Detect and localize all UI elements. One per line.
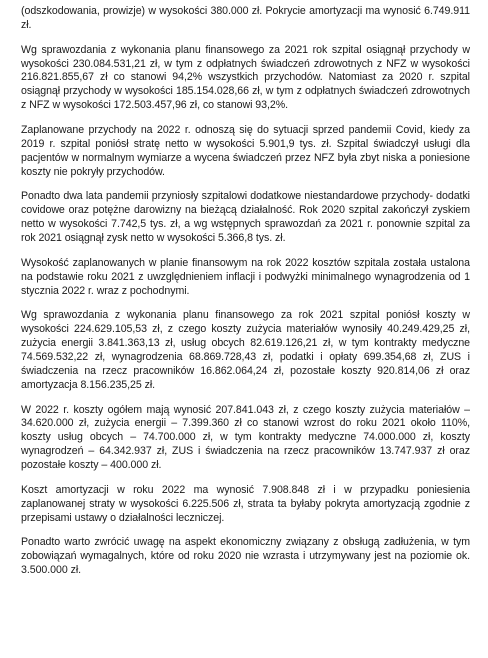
paragraph-costs-2021: Wg sprawozdania z wykonania planu finansowego za rok 2021 szpital poniósł koszty w wysokości 224.629.105,53 zł, z czego koszty zużycia materiałów wynosiły 40.249.429,25 zł, zużycia energii 3.841.363,13 zł, usług obcych 82.619.126,21 zł, w tym kontrakty medyczne 74.569.532,22 zł, wynagrodzenia 68.869.728,43 zł, podatki i opłaty 699.354,68 zł, ZUS i świadczenia na rzecz pracowników 16.862.064,24 zł, pozostałe koszty 920.814,06 zł oraz amortyzacja 8.156.235,25 zł.: [21, 309, 470, 391]
paragraph-planned-costs-basis: Wysokość zaplanowanych w planie finansowym na rok 2022 kosztów szpitala została ustalona na podstawie roku 2021 z uwzględnieniem inflacji i podwyżki minimalnego wynagrodzenia od 1 stycznia 2022 r. wraz z pochodnymi.: [21, 256, 470, 297]
paragraph-amortization-coverage: (odszkodowania, prowizje) w wysokości 380.000 zł. Pokrycie amortyzacji ma wynosić 6.749.911 zł.: [21, 5, 470, 31]
paragraph-planned-revenue-2022: Zaplanowane przychody na 2022 r. odnoszą się do sytuacji sprzed pandemii Covid, kiedy za 2019 r. szpital poniósł stratę netto w wysokości 5.901,9 tys. zł. Szpital świadczył usługi dla pacjentów w normalnym wymiarze a wycena świadczeń przez NFZ była zbyt niska a poniesione koszty nie pokryły przychodów.: [21, 123, 470, 178]
paragraph-costs-2022: W 2022 r. koszty ogółem mają wynosić 207.841.043 zł, z czego koszty zużycia materiałów – 34.620.000 zł, zużycia energii – 7.399.360 zł co stanowi wzrost do roku 2021 około 110%, koszty usług obcych – 74.700.000 zł, w tym kontrakty medyczne 74.000.000 zł, koszty wynagrodzeń – 64.342.937 zł, ZUS i świadczenia na rzecz pracowników 13.747.937 zł oraz pozostałe koszty – 400.000 zł.: [21, 403, 470, 472]
paragraph-debt-service: Ponadto warto zwrócić uwagę na aspekt ekonomiczny związany z obsługą zadłużenia, w tym zobowiązań wymagalnych, które od roku 2020 nie wzrasta i utrzymywany jest na poziomie ok. 3.500.000 zł.: [21, 536, 470, 577]
paragraph-pandemic-income: Ponadto dwa lata pandemii przyniosły szpitalowi dodatkowe niestandardowe przychody- dodatki covidowe oraz potężne darowizny na bieżącą działalność. Rok 2020 szpital zakończył zyskiem netto w wysokości 7.742,5 tys. zł, a wg wstępnych sprawozdań za 2021 r. ponownie szpital za rok 2021 osiągnął zysk netto w wysokości 5.366,8 tys. zł.: [21, 190, 470, 245]
paragraph-revenue-2021-2020: Wg sprawozdania z wykonania planu finansowego za 2021 rok szpital osiągnął przychody w wysokości 230.084.531,21 zł, w tym z odpłatnych świadczeń zdrowotnych z NFZ w wysokości 216.821.855,67 zł co stanowi 94,2% wszystkich przychodów. Natomiast za 2020 r. szpital osiągnął przychody w wysokości 185.154.028,66 zł, w tym z odpłatnych świadczeń zdrowotnych z NFZ w wysokości 172.503.457,96 zł, co stanowi 93,2%.: [21, 43, 470, 112]
paragraph-amortization-2022: Koszt amortyzacji w roku 2022 ma wynosić 7.908.848 zł i w przypadku poniesienia zaplanowanej straty w wysokości 6.225.506 zł, strata ta byłaby pokryta amortyzacją zgodnie z przepisami ustawy o działalności leczniczej.: [21, 483, 470, 524]
